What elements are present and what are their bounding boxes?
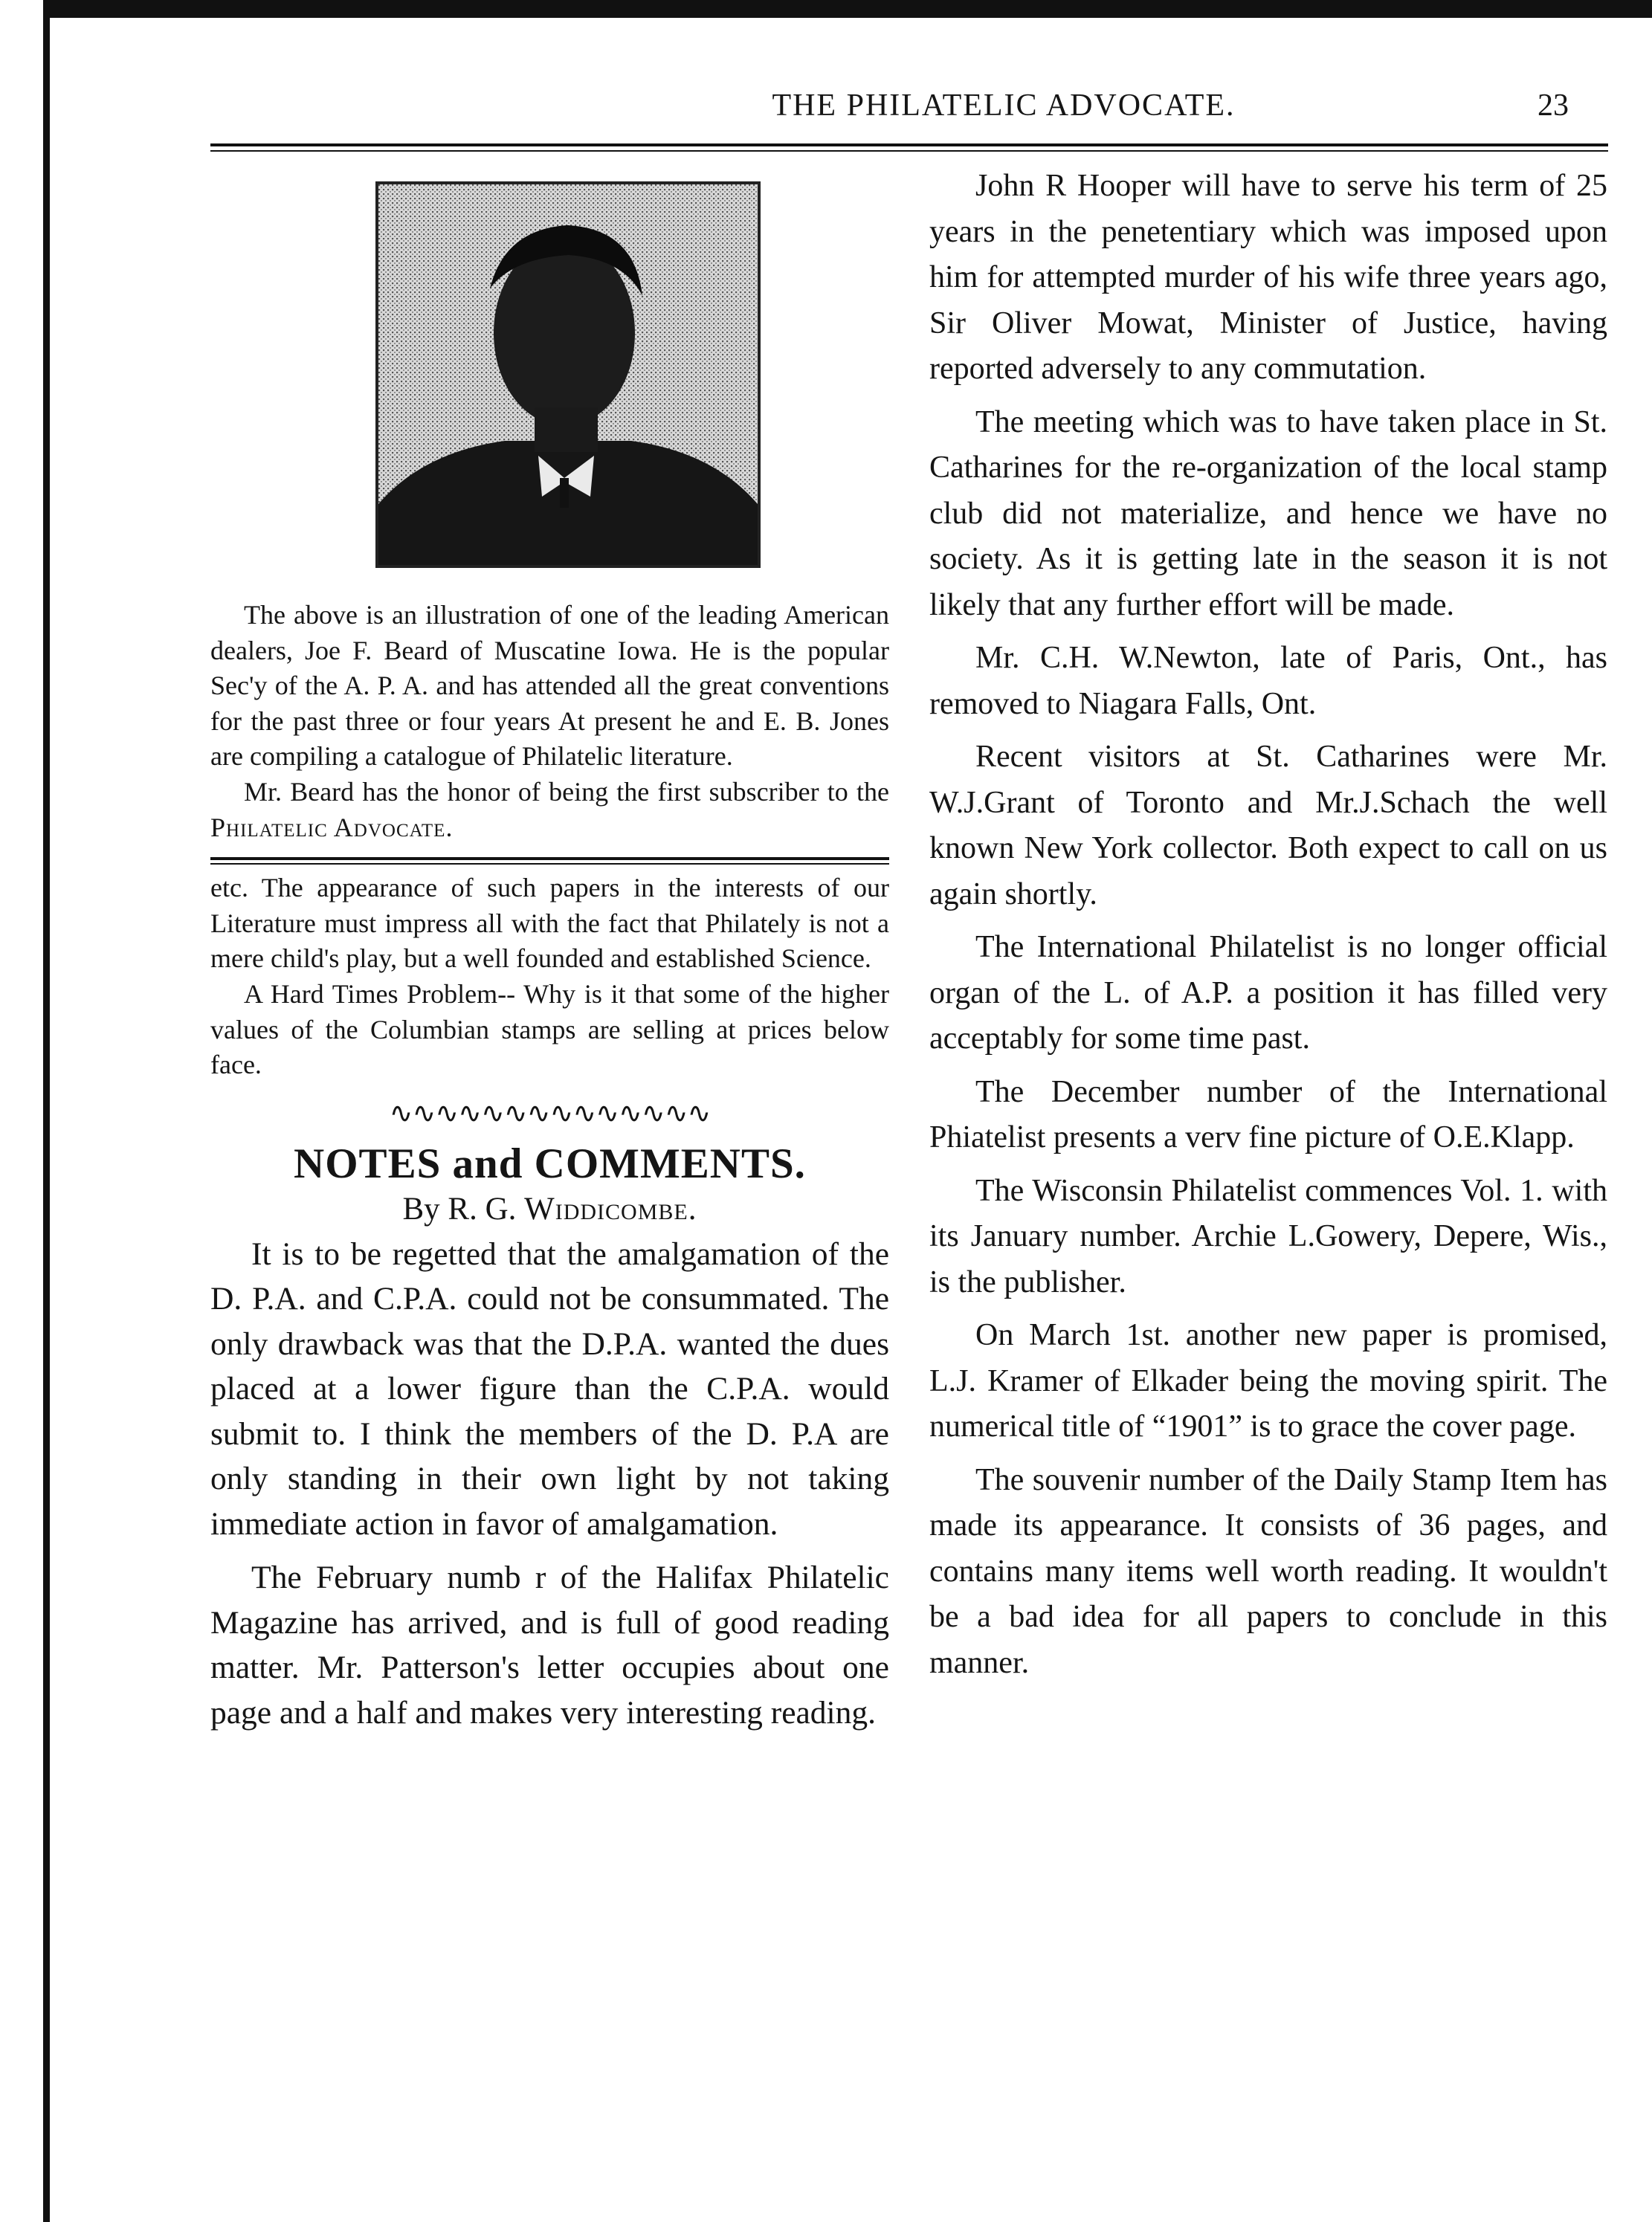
news-paragraph: The Wisconsin Philatelist commences Vol. 1. with its January number. Archie L.Gowery, Depere, Wis., is the publisher.: [929, 1173, 1607, 1299]
caption-text: Mr. Beard has the honor of being the first subscriber to the: [244, 776, 889, 807]
excerpt-paragraph: A Hard Times Problem-- Why is it that some of the higher values of the Columbian stamps are selling at prices below face.: [210, 978, 889, 1080]
section-title: NOTES and COMMENTS.: [294, 1140, 806, 1187]
wavy-ornament: ∿∿∿∿∿∿∿∿∿∿∿∿∿∿: [389, 1097, 711, 1129]
author-name: Widdicombe.: [524, 1191, 697, 1227]
notes-body: [210, 1232, 889, 1736]
news-paragraph: The souvenir number of the Daily Stamp Item has made its appearance. It consists of 36 pages, and contains many items well worth reading. It wouldn't be a bad idea for all papers to conclude in this manner.: [929, 1462, 1607, 1680]
section-divider-thick: [210, 857, 889, 860]
news-paragraph: On March 1st. another new paper is promised, L.J. Kramer of Elkader being the moving spirit. The numerical title of “1901” is to grace the cover page.: [929, 1318, 1607, 1444]
page-number: 23: [1538, 88, 1569, 123]
portrait-caption: [210, 598, 889, 845]
notes-paragraph: The February numb r of the Halifax Philatelic Magazine has arrived, and is full of good reading matter. Mr. Patterson's letter occupies about one page and a half and makes very interesting reading.: [210, 1560, 889, 1731]
header-rule-thick: [210, 143, 1608, 146]
news-paragraph: The International Philatelist is no longer official organ of the L. of A.P. a position it has filled very acceptably for some time past.: [929, 930, 1607, 1056]
caption-paragraph: The above is an illustration of one of the leading American dealers, Joe F. Beard of Muscatine Iowa. He is the popular Sec'y of the A. P. A. and has attended all the great conventions for the past three or four years At present he and E. B. Jones are compiling a catalogue of Philatelic literature.: [210, 600, 889, 772]
news-paragraph: Recent visitors at St. Catharines were Mr. W.J.Grant of Toronto and Mr.J.Schach the well known New York collector. Both expect to call on us again shortly.: [929, 740, 1607, 911]
byline: [210, 1191, 889, 1227]
left-column: [210, 171, 889, 1744]
header-rule-thin: [210, 150, 1608, 152]
continued-excerpt: [210, 871, 889, 1083]
news-paragraph: The meeting which was to have taken place in St. Catharines for the re-organization of the local stamp club did not materialize, and hence we have no society. As it is getting late in the season it is not likely that any further effort will be made.: [929, 404, 1607, 622]
notes-paragraph: It is to be regetted that the amalgamation of the D. P.A. and C.P.A. could not be consummated. The only drawback was that the D.P.A. wanted the dues placed at a lower figure than the C.P.A. would submit to. I think the members of the D. P.A are only standing in their own light by not taking immediate action in favor of amalgamation.: [210, 1236, 889, 1542]
excerpt-paragraph: etc. The appearance of such papers in the interests of our Literature must impress all with the fact that Philately is not a mere child's play, but a well founded and established Science.: [210, 873, 889, 974]
section-divider-thin: [210, 863, 889, 865]
news-paragraph: John R Hooper will have to serve his term of 25 years in the penetentiary which was imposed upon him for attempted murder of his wife three years ago, Sir Oliver Mowat, Minister of Justice, having reported adversely to any commutation.: [929, 169, 1607, 386]
caption-paragraph: [210, 775, 889, 845]
running-title: THE PHILATELIC ADVOCATE.: [772, 88, 1236, 123]
byline-prefix: By R. G.: [402, 1191, 525, 1227]
news-paragraph: The December number of the International Phiatelist presents a verv fine picture of O.E.Klapp.: [929, 1074, 1607, 1154]
left-border-rule: [43, 0, 50, 2222]
news-paragraph: Mr. C.H. W.Newton, late of Paris, Ont., has removed to Niagara Falls, Ont.: [929, 641, 1607, 721]
top-border-rule: [43, 0, 1652, 18]
journal-title: Philatelic Advocate.: [210, 812, 454, 842]
portrait-illustration: [378, 184, 758, 565]
right-column: [929, 164, 1607, 1693]
portrait-photo: [375, 181, 761, 568]
